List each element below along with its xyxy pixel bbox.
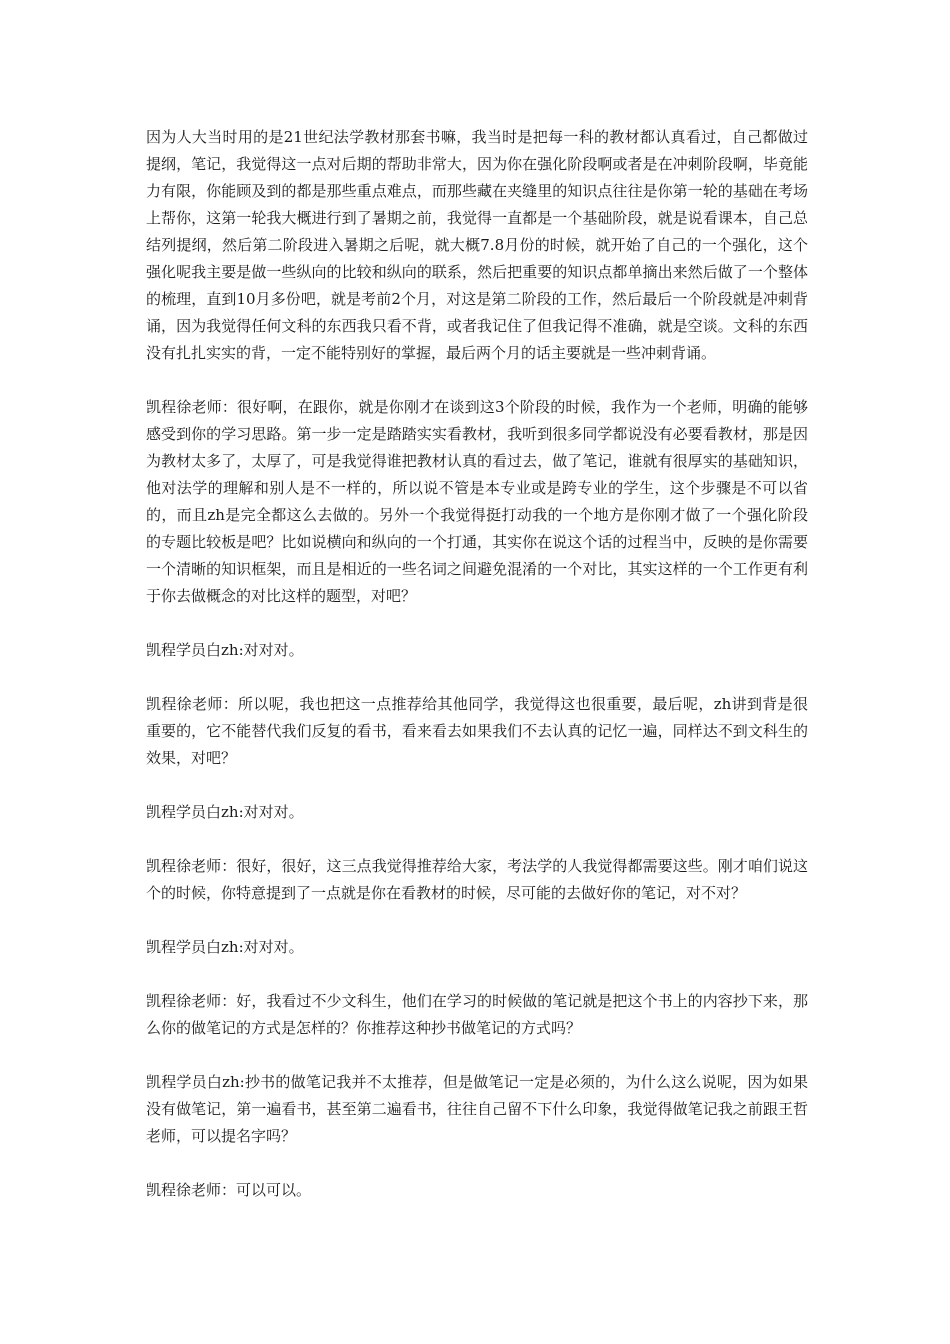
paragraph-teacher-copying-question: 凯程徐老师：好，我看过不少文科生，他们在学习的时候做的笔记就是把这个书上的内容抄下来，那么你的做笔记的方式是怎样的？你推荐这种抄书做笔记的方式吗？ — [146, 992, 808, 1037]
interview-transcript — [146, 124, 808, 1231]
paragraph-student-reply: 凯程学员白zh:对对对。 — [146, 803, 304, 821]
paragraph-student-notes-answer: 凯程学员白zh:抄书的做笔记我并不太推荐，但是做笔记一定是必须的，为什么这么说呢，因为如果没有做笔记，第一遍看书，甚至第二遍看书，往往自己留不下什么印象，我觉得做笔记我之前跟王哲老师，可以提名字吗？ — [146, 1073, 808, 1145]
paragraph-student-reply: 凯程学员白zh:对对对。 — [146, 641, 304, 659]
paragraph-teacher-feedback: 凯程徐老师：很好啊，在跟你，就是你刚才在谈到这3个阶段的时候，我作为一个老师，明确的能够感受到你的学习思路。第一步一定是踏踏实实看教材，我听到很多同学都说没有必要看教材，那是因为教材太多了，太厚了，可是我觉得谁把教材认真的看过去，做了笔记，谁就有很厚实的基础知识，他对法学的理解和别人是不一样的，所以说不管是本专业或是跨专业的学生，这个步骤是不可以省的，而且zh是完全都这么去做的。另外一个我觉得挺打动我的一个地方是你刚才做了一个强化阶段的专题比较板是吧？比如说横向和纵向的一个打通，其实你在说这个话的过程当中，反映的是你需要一个清晰的知识框架，而且是相近的一些名词之间避免混淆的一个对比，其实这样的一个工作更有利于你去做概念的对比这样的题型，对吧？ — [146, 398, 808, 605]
paragraph-teacher-recommend: 凯程徐老师：所以呢，我也把这一点推荐给其他同学，我觉得这也很重要，最后呢，zh讲到背是很重要的，它不能替代我们反复的看书，看来看去如果我们不去认真的记忆一遍，同样达不到文科生的效果，对吧？ — [146, 695, 808, 767]
paragraph-student-study-phases: 因为人大当时用的是21世纪法学教材那套书嘛，我当时是把每一科的教材都认真看过，自己都做过提纲，笔记，我觉得这一点对后期的帮助非常大，因为你在强化阶段啊或者是在冲刺阶段啊，毕竟能力有限，你能顾及到的都是那些重点难点，而那些藏在夹缝里的知识点往往是你第一轮的基础在考场上帮你，这第一轮我大概进行到了暑期之前，我觉得一直都是一个基础阶段，就是说看课本，自己总结列提纲，然后第二阶段进入暑期之后呢，就大概7.8月份的时候，就开始了自己的一个强化，这个强化呢我主要是做一些纵向的比较和纵向的联系，然后把重要的知识点都单摘出来然后做了一个整体的梳理，直到10月多份吧，就是考前2个月，对这是第二阶段的工作，然后最后一个阶段就是冲刺背诵，因为我觉得任何文科的东西我只看不背，或者我记住了但我记得不准确，就是空谈。文科的东西没有扎扎实实的背，一定不能特别好的掌握，最后两个月的话主要就是一些冲刺背诵。 — [146, 128, 808, 362]
paragraph-teacher-permission: 凯程徐老师：可以可以。 — [146, 1181, 312, 1199]
paragraph-teacher-notes-question: 凯程徐老师：很好，很好，这三点我觉得推荐给大家，考法学的人我觉得都需要这些。刚才咱们说这个的时候，你特意提到了一点就是你在看教材的时候，尽可能的去做好你的笔记，对不对？ — [146, 857, 808, 902]
paragraph-student-reply: 凯程学员白zh:对对对。 — [146, 938, 304, 956]
